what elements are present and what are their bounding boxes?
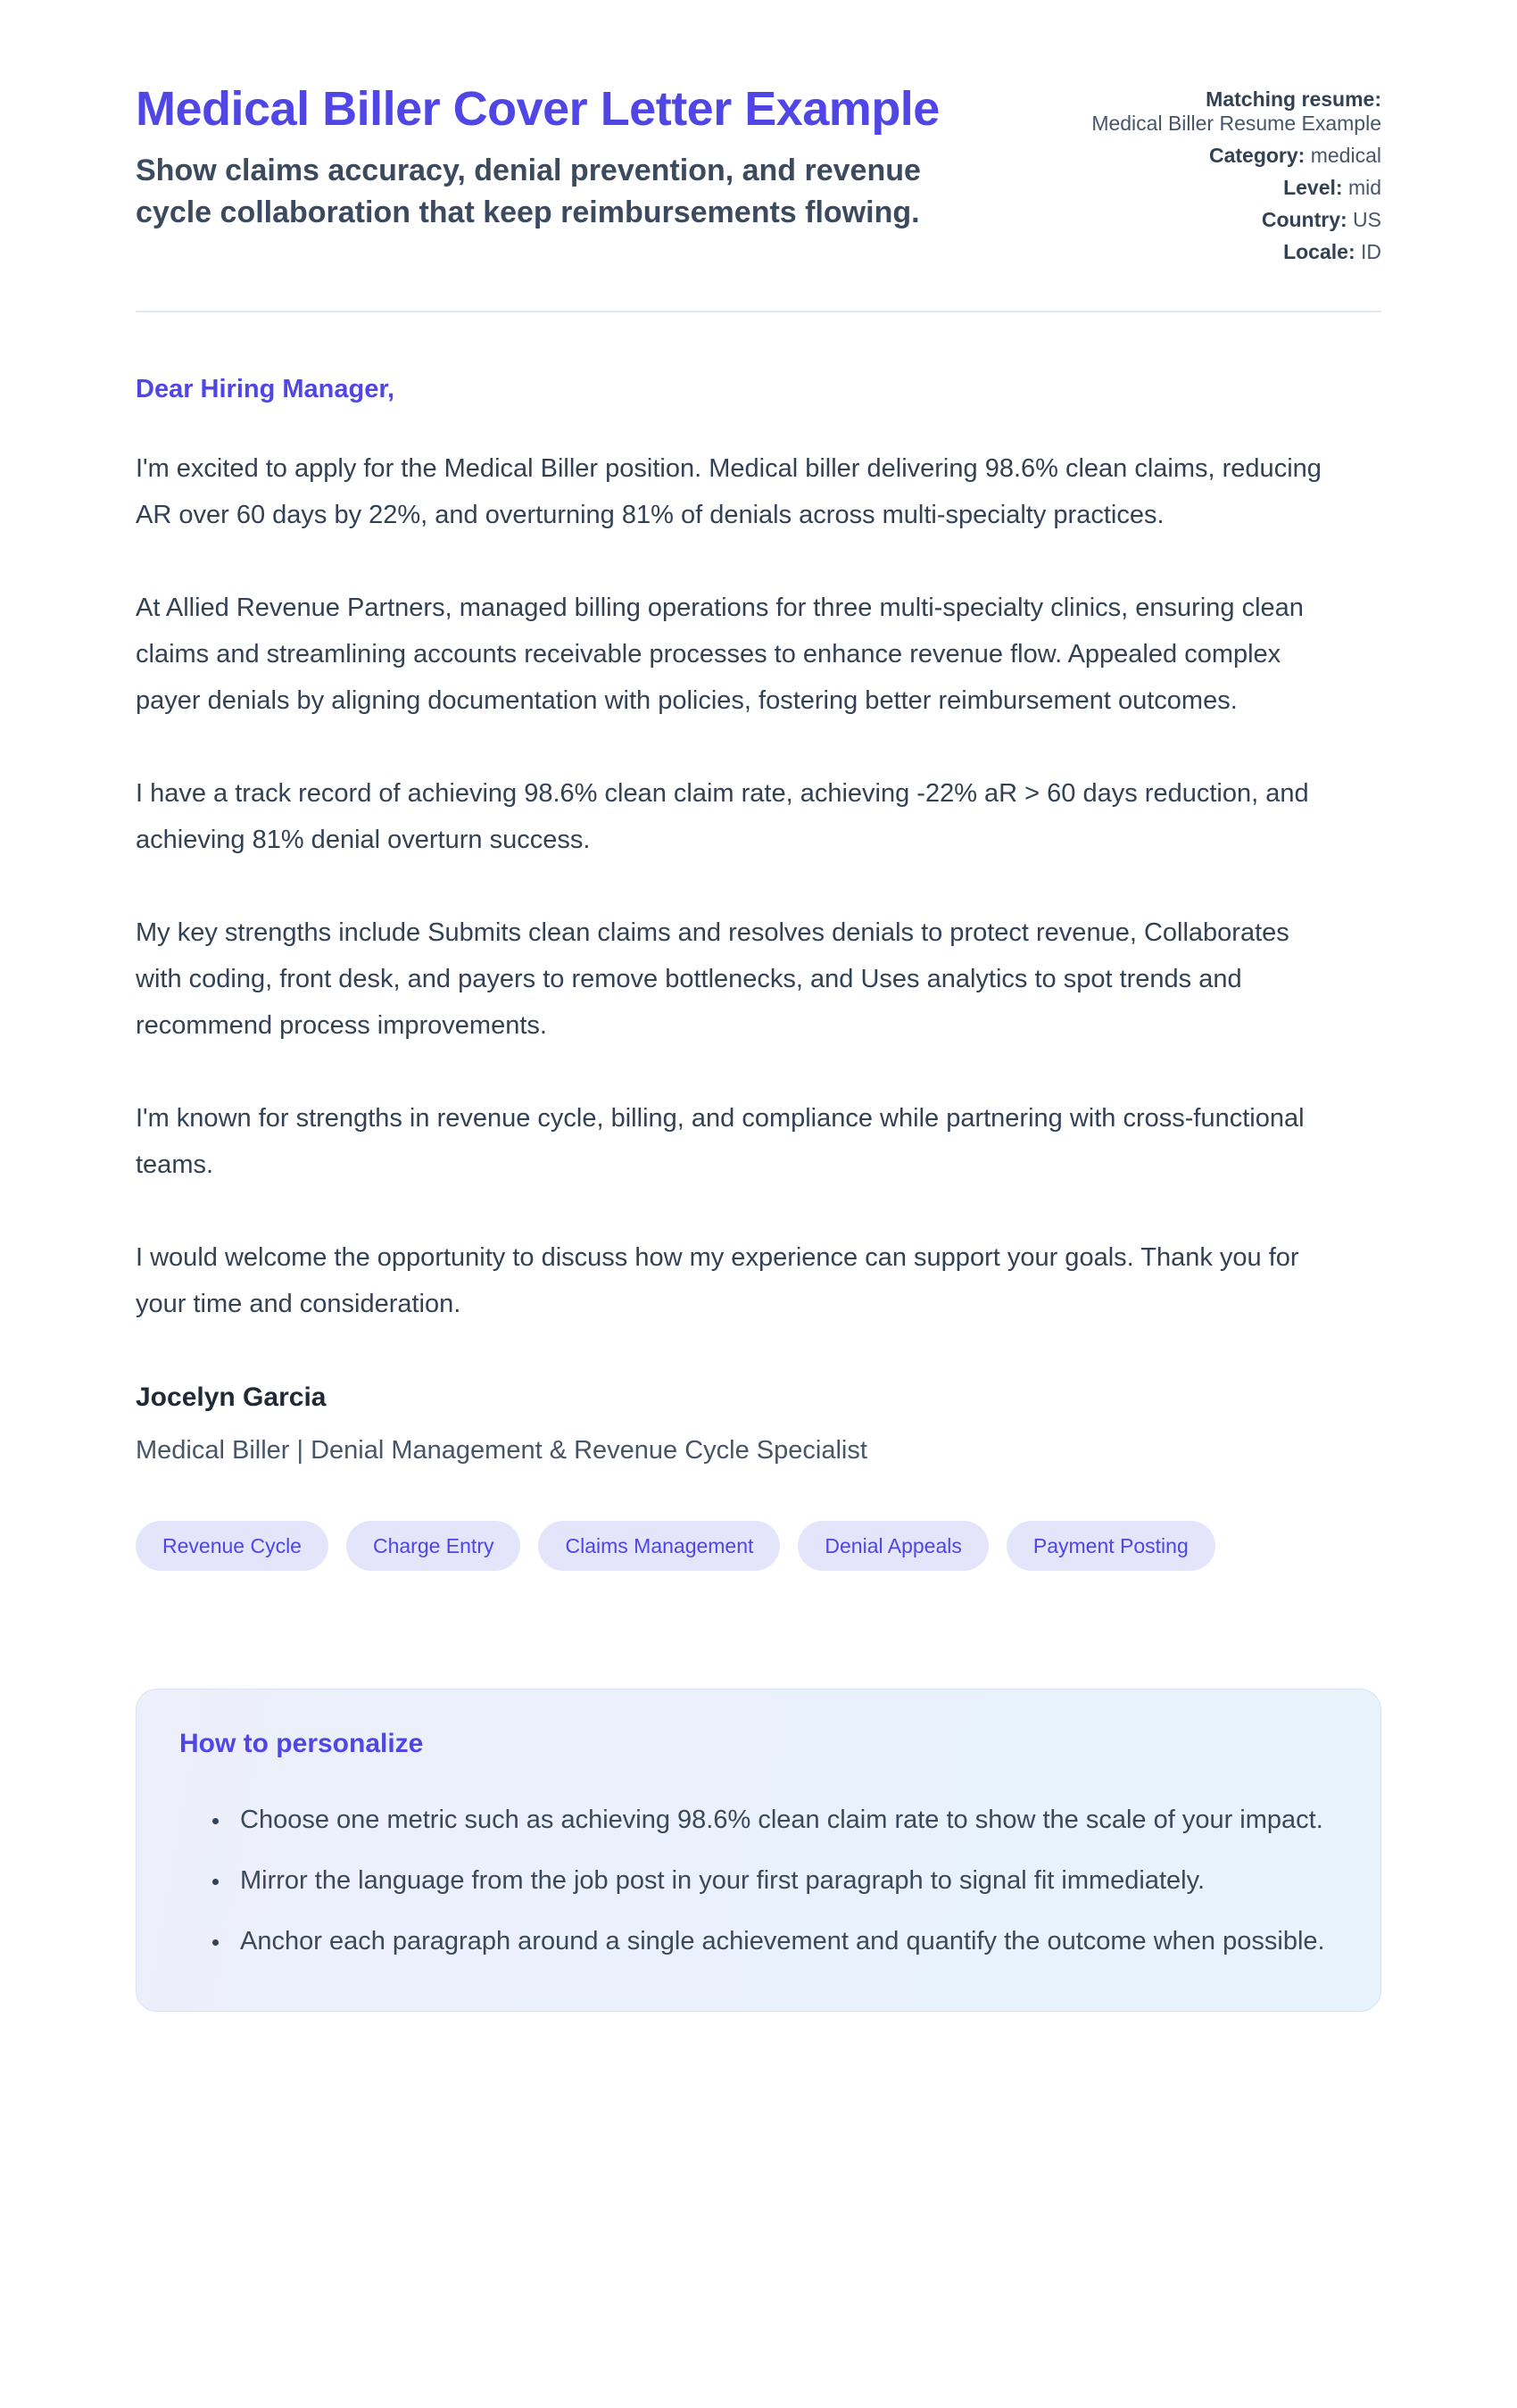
category-value: medical — [1310, 144, 1381, 167]
matching-resume-label: Matching resume: — [1206, 87, 1381, 111]
how-to-personalize-box — [136, 1689, 1381, 2012]
paragraph-intro: I'm excited to apply for the Medical Biller position. Medical biller delivering 98.6% clean claims, reducing AR over 60 days by 22%, and overturning 81% of denials across multi-specialty practices. — [136, 454, 1322, 529]
tag-payment-posting: Payment Posting — [1007, 1521, 1215, 1571]
category-label: Category: — [1208, 144, 1306, 167]
paragraph-strengths: My key strengths include Submits clean claims and resolves denials to protect revenue, Collaborates with coding, front desk, and payers to remove bottlenecks, and Uses analytics to spot trends and recommend process improvements. — [136, 918, 1289, 1040]
signature-block — [136, 1383, 1381, 1466]
cover-letter-body — [136, 375, 1381, 2012]
country-value: US — [1353, 208, 1381, 231]
meta-locale-row — [1024, 240, 1381, 264]
tag-charge-entry: Charge Entry — [346, 1521, 521, 1571]
tip-item-anchor-paragraph: • Anchor each paragraph around a single achievement and quantify the outcome when possible. — [231, 1918, 1338, 1964]
header — [136, 80, 1381, 264]
tag-claims-management: Claims Management — [538, 1521, 780, 1571]
skill-tags-row — [136, 1521, 1381, 1571]
level-label: Level: — [1283, 176, 1343, 199]
paragraph-closing: I would welcome the opportunity to discuss how my experience can support your goals. Thank you for your time and consideration. — [136, 1243, 1299, 1318]
header-title-block — [136, 80, 992, 234]
matching-resume-value: Medical Biller Resume Example — [1091, 112, 1381, 135]
paragraph-experience: At Allied Revenue Partners, managed billing operations for three multi-specialty clinics, ensuring clean claims and streamlining accounts receivable processes to enhance revenue flow. Appealed complex payer denials by aligning documentation with policies, fostering better reimbursement outcomes. — [136, 594, 1304, 715]
paragraph-track-record: I have a track record of achieving 98.6% clean claim rate, achieving -22% aR > 60 days reduction, and achieving 81% denial overturn success. — [136, 779, 1309, 854]
paragraph-known-for: I'm known for strengths in revenue cycle, billing, and compliance while partnering with cross-functional teams. — [136, 1104, 1305, 1179]
tip-item-mirror-language: • Mirror the language from the job post in your first paragraph to signal fit immediately. — [231, 1857, 1338, 1904]
resume-meta-panel — [1024, 80, 1381, 264]
header-divider — [136, 311, 1381, 312]
meta-level-row — [1024, 176, 1381, 200]
signature-name: Jocelyn Garcia — [136, 1383, 327, 1412]
level-value: mid — [1347, 176, 1381, 199]
tag-denial-appeals: Denial Appeals — [798, 1521, 988, 1571]
signature-role: Medical Biller | Denial Management & Revenue Cycle Specialist — [136, 1436, 867, 1465]
greeting: Dear Hiring Manager, — [136, 375, 395, 403]
meta-category-row — [1024, 144, 1381, 168]
tag-revenue-cycle: Revenue Cycle — [136, 1521, 328, 1571]
tip-item-metric: • Choose one metric such as achieving 98.6% clean claim rate to show the scale of your impact. — [231, 1797, 1338, 1843]
page-title: Medical Biller Cover Letter Example — [136, 82, 940, 136]
tips-list — [179, 1797, 1338, 1964]
meta-country-row — [1024, 208, 1381, 232]
tips-title: How to personalize — [179, 1729, 424, 1758]
page-subtitle: Show claims accuracy, denial prevention, and revenue cycle collaboration that keep reimbursements flowing. — [136, 153, 921, 229]
locale-value: ID — [1361, 240, 1381, 263]
locale-label: Locale: — [1283, 240, 1355, 263]
country-label: Country: — [1261, 208, 1347, 231]
